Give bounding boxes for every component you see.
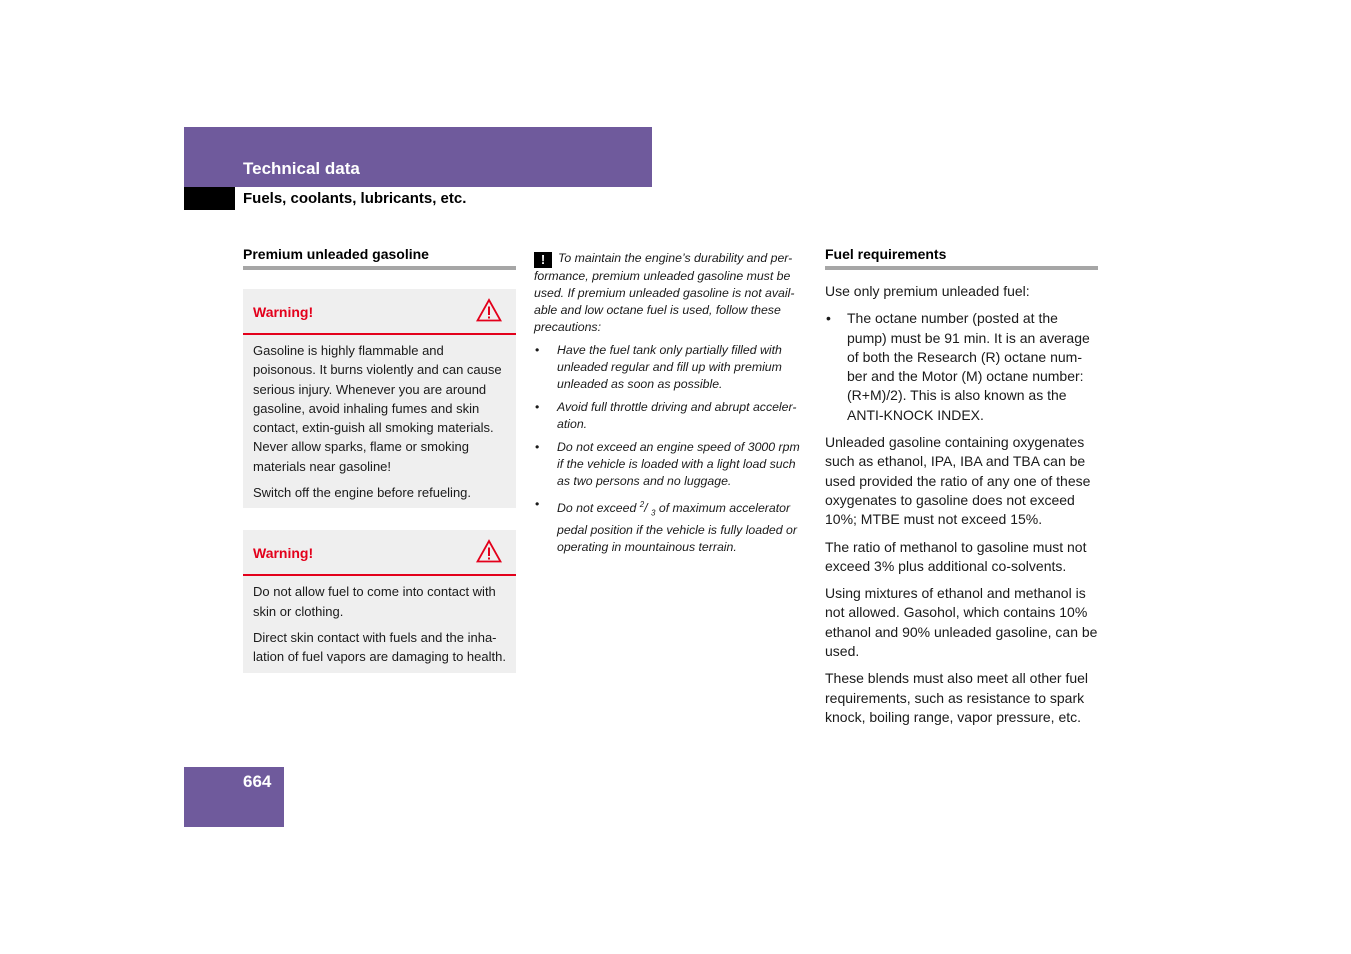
text-fragment: of maximum accelerator pedal position if the vehicle is fully loaded or operating in mountainous terrain. bbox=[557, 501, 797, 554]
right-column-header bbox=[825, 246, 1098, 270]
warning-triangle-icon bbox=[476, 539, 502, 563]
warning-header bbox=[243, 530, 516, 576]
list-item bbox=[534, 399, 808, 433]
bullet-icon: • bbox=[535, 497, 540, 511]
exclamation-icon: ! bbox=[534, 252, 552, 268]
page-number: 664 bbox=[243, 772, 272, 791]
warning-text: Do not allow fuel to come into contact with skin or clothing. bbox=[253, 584, 496, 619]
fraction-slash: / bbox=[644, 501, 652, 516]
warning-body bbox=[243, 576, 516, 672]
bullet-icon: • bbox=[826, 310, 831, 327]
bullet-icon: • bbox=[535, 400, 540, 414]
section-title-premium: Premium unleaded gasoline bbox=[243, 246, 429, 262]
fraction-denominator: 3 bbox=[651, 508, 656, 518]
list-item bbox=[534, 439, 808, 490]
warning-text: Switch off the engine before refueling. bbox=[253, 485, 472, 501]
warning-text: Direct skin contact with fuels and the inha-lation of fuel vapors are damaging to health. bbox=[253, 629, 506, 665]
section-rule bbox=[825, 266, 1098, 270]
note-text: To maintain the engine’s durability and per-formance, premium unleaded gasoline must be used. If premium unleaded gasoline is not avail-able and low octane fuel is used, follow these precautions: bbox=[534, 251, 795, 334]
list-item bbox=[534, 342, 808, 393]
fraction-numerator: 2 bbox=[639, 500, 645, 509]
bullet-icon: • bbox=[535, 343, 540, 357]
warning-body bbox=[243, 335, 516, 508]
warning-label: Warning! bbox=[253, 304, 314, 320]
warning-box-2 bbox=[243, 530, 516, 672]
warning-header bbox=[243, 289, 516, 335]
precaution-list bbox=[534, 342, 808, 556]
requirements-list bbox=[825, 309, 1099, 425]
section-title-fuel-requirements: Fuel requirements bbox=[825, 246, 947, 262]
list-item-text: Have the fuel tank only partially filled with unleaded regular and fill up with premium unleaded as soon as possible. bbox=[557, 343, 782, 391]
text-fragment: Do not exceed bbox=[557, 501, 640, 516]
chapter-title: Technical data bbox=[243, 159, 360, 178]
body-paragraph: The ratio of methanol to gasoline must not exceed 3% plus additional co-solvents. bbox=[825, 538, 1087, 574]
note-paragraph bbox=[534, 250, 808, 336]
header-marker bbox=[184, 187, 235, 210]
list-item-text: Do not exceed an engine speed of 3000 rpm if the vehicle is loaded with a light load such as two persons and no luggage. bbox=[557, 440, 800, 488]
list-item-text bbox=[557, 501, 797, 553]
section-rule bbox=[243, 266, 516, 270]
body-paragraph: Unleaded gasoline containing oxygenates such as ethanol, IPA, IBA and TBA can be used provided the ratio of any one of these oxygenates to gasoline does not exceed 10%; MTBE must not exceed 15%. bbox=[825, 434, 1091, 528]
intro-text: Use only premium unleaded fuel: bbox=[825, 283, 1030, 299]
warning-text: Gasoline is highly flammable and poisonous. It burns violently and can cause serious injury. Whenever you are around gasoline, avoid inhaling fumes and skin contact, extin-guish all smoking materials. Never allow sparks, flame or smoking materials near gasoline! bbox=[253, 343, 502, 474]
list-item bbox=[534, 496, 808, 556]
list-item-text: The octane number (posted at the pump) must be 91 min. It is an average of both the Research (R) octane num-ber and the Motor (M) octane number: (R+M)/2). This is also known as the ANTI-KNOCK INDEX. bbox=[847, 310, 1090, 423]
left-column bbox=[243, 246, 516, 673]
list-item-text: Avoid full throttle driving and abrupt acceler-ation. bbox=[557, 400, 797, 431]
note-column bbox=[534, 250, 808, 562]
bullet-icon: • bbox=[535, 440, 540, 454]
warning-box-1 bbox=[243, 289, 516, 508]
body-paragraph: Using mixtures of ethanol and methanol is not allowed. Gasohol, which contains 10% ethanol and 90% unleaded gasoline, can be used. bbox=[825, 585, 1098, 660]
section-subtitle: Fuels, coolants, lubricants, etc. bbox=[243, 190, 467, 207]
fuel-requirements-body bbox=[825, 282, 1099, 735]
list-item bbox=[825, 309, 1099, 425]
body-paragraph: These blends must also meet all other fuel requirements, such as resistance to spark knock, boiling range, vapor pressure, etc. bbox=[825, 670, 1089, 725]
warning-triangle-icon bbox=[476, 298, 502, 322]
warning-label: Warning! bbox=[253, 545, 314, 562]
